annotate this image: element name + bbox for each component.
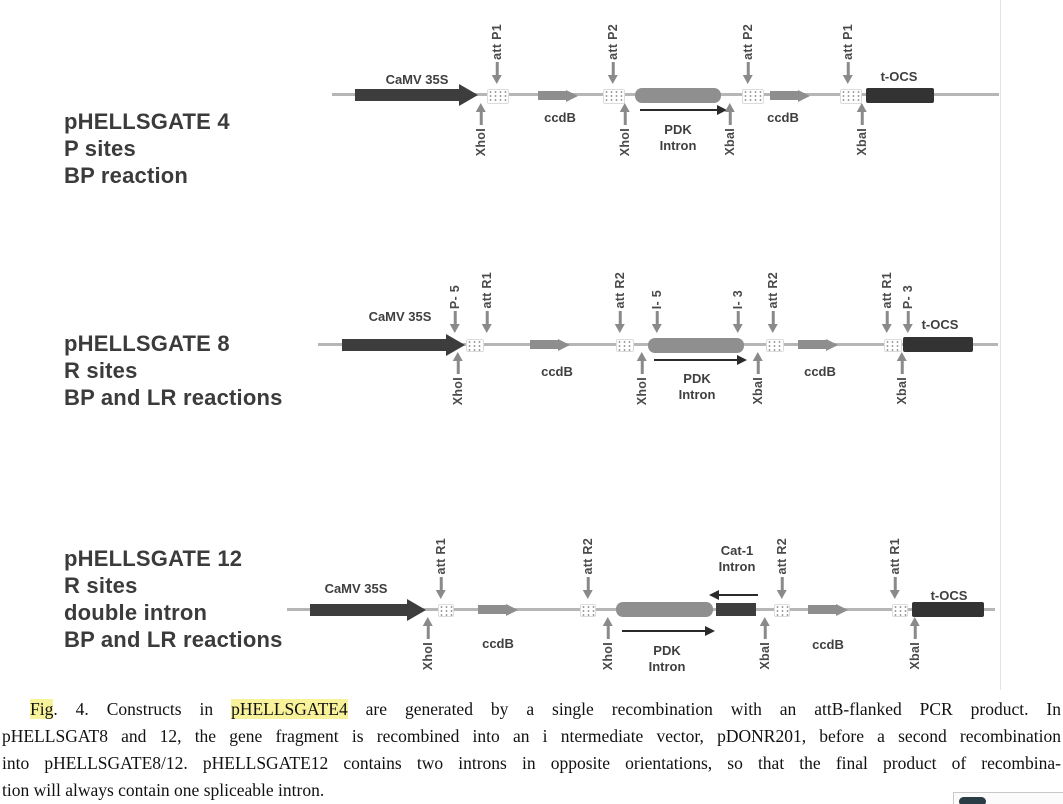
up-arrow-icon	[637, 352, 647, 374]
ccdb-arrow	[798, 338, 838, 351]
pdk-label: Intron	[659, 138, 697, 153]
marker-label: att R1	[887, 538, 902, 575]
ccdb-arrow-head	[506, 604, 518, 616]
camv-35s-arrow	[355, 84, 478, 106]
up-arrow-icon	[857, 103, 867, 125]
arrow-head-icon	[709, 590, 719, 600]
pdk-label: Intron	[678, 387, 716, 402]
att-site	[466, 339, 484, 352]
construct-name: pHELLSGATE 8	[64, 331, 230, 356]
down-arrow-icon	[652, 311, 662, 333]
marker-label: P- 5	[447, 284, 462, 309]
down-arrow-icon	[903, 311, 913, 333]
att-site	[580, 604, 596, 617]
pdk-intron-box	[648, 338, 744, 353]
ccdb-label: ccdB	[767, 110, 799, 125]
down-arrow-icon	[436, 577, 446, 599]
down-arrow-icon	[615, 311, 625, 333]
down-arrow-icon	[843, 62, 853, 84]
caption-text: are generated by a single recombination with an attB-flanked PCR product. In	[347, 699, 1061, 719]
marker-label: XbaI	[907, 642, 922, 670]
camv-arrow-body	[310, 604, 407, 616]
down-arrow-icon	[450, 311, 460, 333]
top-marker	[732, 245, 745, 333]
camv-label: CaMV 35S	[368, 309, 432, 324]
att-site	[884, 339, 902, 352]
down-arrow-icon	[583, 577, 593, 599]
ccdb-arrow-body	[478, 605, 506, 614]
arrow-head-icon	[737, 355, 747, 365]
camv-label: CaMV 35S	[385, 72, 449, 87]
pdk-label: PDK	[664, 122, 692, 137]
top-marker	[881, 245, 894, 333]
caption-line: into pHELLSGATE8/12. pHELLSGATE12 contains two introns in opposite orientations, so that the final product of recombina-	[2, 753, 1061, 773]
bottom-marker	[452, 352, 465, 405]
up-arrow-icon	[725, 103, 735, 125]
marker-label: XbaI	[750, 377, 765, 405]
t-ocs-label: t-OCS	[921, 317, 959, 332]
pdk-direction-arrow	[654, 359, 738, 361]
up-arrow-icon	[603, 617, 613, 639]
marker-label: att P2	[605, 24, 620, 60]
up-arrow-icon	[476, 103, 486, 125]
marker-label: att R1	[479, 272, 494, 309]
marker-label: XbaI	[894, 377, 909, 405]
marker-label: XhoI	[450, 377, 465, 406]
ccdb-label: ccdB	[541, 364, 573, 379]
up-arrow-icon	[760, 617, 770, 639]
ccdb-arrow-body	[770, 91, 798, 100]
ccdb-arrow-body	[538, 91, 566, 100]
bottom-marker	[856, 103, 869, 156]
ccdb-arrow	[770, 89, 810, 102]
top-marker	[776, 527, 789, 599]
ccdb-label: ccdB	[482, 636, 514, 651]
bottom-marker	[752, 352, 765, 405]
marker-label: att P1	[489, 24, 504, 60]
marker-label: XhoI	[617, 128, 632, 157]
cat1-label: Cat-1	[720, 543, 754, 558]
down-arrow-icon	[743, 62, 753, 84]
t-ocs-box	[866, 88, 934, 103]
att-site	[487, 89, 509, 104]
bottom-marker	[636, 352, 649, 405]
widget-icon	[959, 797, 986, 804]
bottom-marker	[475, 103, 488, 156]
att-site	[774, 604, 790, 617]
construct-subtitle: R sites	[64, 573, 138, 598]
top-marker	[449, 245, 462, 333]
cat1-label: Intron	[718, 559, 756, 574]
top-marker	[651, 245, 664, 333]
ccdb-arrow-head	[826, 339, 838, 351]
att-site	[840, 89, 862, 104]
marker-label: P- 3	[900, 284, 915, 309]
camv-arrow-body	[355, 89, 459, 101]
up-arrow-icon	[910, 617, 920, 639]
caption-line	[2, 696, 1061, 723]
top-marker	[889, 527, 902, 599]
pdk-direction-arrow	[640, 109, 718, 111]
construct-title-phellsgate4	[64, 108, 230, 189]
down-arrow-icon	[608, 62, 618, 84]
pdk-label: PDK	[683, 371, 711, 386]
floating-widget[interactable]	[953, 792, 1063, 804]
top-marker	[607, 12, 620, 84]
ccdb-arrow-body	[808, 605, 836, 614]
search-highlight: Fig	[30, 699, 54, 719]
down-arrow-icon	[882, 311, 892, 333]
ccdb-arrow	[538, 89, 578, 102]
marker-label: att R2	[612, 272, 627, 309]
marker-label: XbaI	[757, 642, 772, 670]
top-marker	[842, 12, 855, 84]
construct-subtitle: double intron	[64, 600, 208, 625]
camv-35s-arrow	[310, 599, 426, 621]
pdk-intron-box	[635, 88, 721, 103]
ccdb-arrow	[530, 338, 570, 351]
ccdb-arrow-head	[836, 604, 848, 616]
bottom-marker	[896, 352, 909, 405]
down-arrow-icon	[733, 311, 743, 333]
top-marker	[582, 527, 595, 599]
top-marker	[481, 245, 494, 333]
top-marker	[742, 12, 755, 84]
ccdb-arrow-head	[566, 90, 578, 102]
caption-text: . 4. Constructs in	[53, 699, 232, 719]
bottom-marker	[724, 103, 737, 156]
marker-label: I- 5	[649, 289, 664, 309]
column-rule	[1000, 0, 1001, 690]
t-ocs-label: t-OCS	[930, 588, 968, 603]
down-arrow-icon	[777, 577, 787, 599]
figure-caption	[2, 696, 1061, 804]
bottom-marker	[909, 617, 922, 670]
construct-name: pHELLSGATE 12	[64, 546, 243, 571]
top-marker	[614, 245, 627, 333]
ccdb-label: ccdB	[544, 110, 576, 125]
bottom-marker	[602, 617, 615, 670]
camv-label: CaMV 35S	[324, 581, 388, 596]
marker-label: att P1	[840, 24, 855, 60]
att-site	[616, 339, 634, 352]
top-marker	[435, 527, 448, 599]
marker-label: XhoI	[473, 128, 488, 157]
top-marker	[767, 245, 780, 333]
marker-label: XhoI	[420, 642, 435, 671]
marker-label: att P2	[740, 24, 755, 60]
construct-subtitle: R sites	[64, 358, 138, 383]
marker-label: att R1	[433, 538, 448, 575]
ccdb-arrow-body	[530, 340, 558, 349]
marker-label: I- 3	[730, 289, 745, 309]
top-marker	[491, 12, 504, 84]
pdk-label: PDK	[653, 643, 681, 658]
ccdb-arrow-head	[798, 90, 810, 102]
up-arrow-icon	[453, 352, 463, 374]
pdk-intron-box	[616, 602, 713, 617]
up-arrow-icon	[753, 352, 763, 374]
caption-line: tion will always contain one spliceable intron.	[2, 780, 325, 800]
bottom-marker	[619, 103, 632, 156]
bottom-marker	[422, 617, 435, 670]
marker-label: XhoI	[600, 642, 615, 671]
pdk-label: Intron	[648, 659, 686, 674]
construct-subtitle: BP and LR reactions	[64, 385, 283, 410]
ccdb-label: ccdB	[804, 364, 836, 379]
top-marker	[902, 245, 915, 333]
up-arrow-icon	[620, 103, 630, 125]
down-arrow-icon	[492, 62, 502, 84]
construct-title-phellsgate8	[64, 330, 283, 411]
down-arrow-icon	[768, 311, 778, 333]
ccdb-label: ccdB	[812, 637, 844, 652]
marker-label: XhoI	[634, 377, 649, 406]
marker-label: att R2	[765, 272, 780, 309]
arrow-head-icon	[705, 626, 715, 636]
camv-arrow-body	[342, 339, 446, 351]
ccdb-arrow	[808, 603, 848, 616]
construct-name: pHELLSGATE 4	[64, 109, 230, 134]
search-highlight: pHELLSGATE4	[231, 699, 348, 719]
cat1-direction-arrow	[718, 594, 758, 596]
att-site	[892, 604, 908, 617]
ccdb-arrow-head	[558, 339, 570, 351]
t-ocs-box	[903, 337, 973, 352]
marker-label: att R2	[580, 538, 595, 575]
marker-label: att R1	[879, 272, 894, 309]
marker-label: XbaI	[854, 128, 869, 156]
att-site	[603, 89, 625, 104]
marker-label: XbaI	[722, 128, 737, 156]
bottom-marker	[759, 617, 772, 670]
construct-title-phellsgate12	[64, 545, 283, 653]
att-site	[766, 339, 784, 352]
att-site	[438, 604, 454, 617]
construct-subtitle: BP and LR reactions	[64, 627, 283, 652]
up-arrow-icon	[897, 352, 907, 374]
up-arrow-icon	[423, 617, 433, 639]
down-arrow-icon	[482, 311, 492, 333]
pdk-direction-arrow	[622, 630, 706, 632]
down-arrow-icon	[890, 577, 900, 599]
camv-35s-arrow	[342, 334, 465, 356]
construct-subtitle: BP reaction	[64, 163, 189, 188]
t-ocs-box	[912, 602, 984, 617]
t-ocs-label: t-OCS	[880, 69, 918, 84]
marker-label: att R2	[774, 538, 789, 575]
att-site	[742, 89, 764, 104]
caption-line: pHELLSGAT8 and 12, the gene fragment is recombined into an i ntermediate vector, pDONR201, before a second recombination	[2, 726, 1061, 746]
cat1-intron-box	[716, 603, 756, 616]
ccdb-arrow	[478, 603, 518, 616]
construct-subtitle: P sites	[64, 136, 136, 161]
ccdb-arrow-body	[798, 340, 826, 349]
